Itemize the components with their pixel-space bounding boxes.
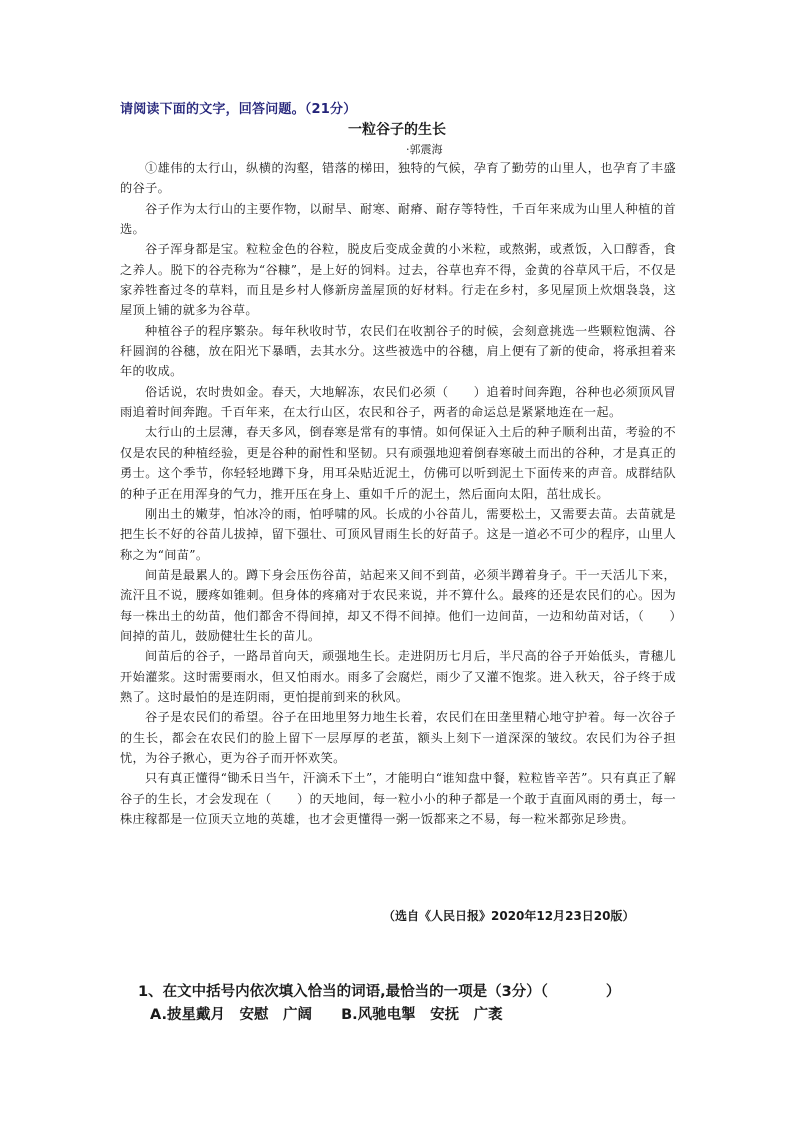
source-citation: （选自《人民日报》2020年12月23日20版）	[383, 909, 635, 923]
paragraph: 谷子是农民们的希望。谷子在田地里努力地生长着，农民们在田垄里精心地守护着。每一次谷子的生长，都会在农民们的脸上留下一层厚厚的老茧，额头上刻下一道深深的皱纹。农民们为谷子担忧，为谷子揪心，更为谷子而开怀欢笑。	[120, 710, 676, 765]
article-author: ·郭震海	[406, 143, 443, 156]
paragraph: 谷子浑身都是宝。粒粒金色的谷粒，脱皮后变成金黄的小米粒，或熬粥，或煮饭，入口醇香，食之养人。脱下的谷壳称为“谷糠”，是上好的饲料。过去，谷草也弃不得，金黄的谷草风干后，不仅是家养牲畜过冬的草料，而且是乡村人修新房盖屋顶的好材料。行走在乡村，多见屋顶上炊烟袅袅，这屋顶上铺的就多为谷草。	[120, 242, 676, 318]
question-1-options	[150, 1003, 525, 1024]
paragraph: 只有真正懂得“锄禾日当午，汗滴禾下土”，才能明白“谁知盘中餐，粒粒皆辛苦”。只有真正了解谷子的生长，才会发现在（ ）的天地间，每一粒小小的种子都是一个敢于直面风雨的勇士，每一株庄稼都是一位顶天立地的英雄，也才会更懂得一粥一饭都来之不易，每一粒米都弥足珍贵。	[120, 771, 676, 826]
paragraph: 太行山的土层薄，春天多风，倒春寒是常有的事情。如何保证入土后的种子顺利出苗，考验的不仅是农民的种植经验，更是谷种的耐性和坚韧。只有顽强地迎着倒春寒破土而出的谷种，才是真正的勇士。这个季节，你轻轻地蹲下身，用耳朵贴近泥土，仿佛可以听到泥土下面传来的声音。成群结队的种子正在用浑身的气力，推开压在身上、重如千斤的泥土，然后面向太阳，茁壮成长。	[120, 425, 676, 501]
article-title: 一粒谷子的生长	[348, 122, 446, 138]
article-body	[120, 158, 676, 829]
paragraph: 间苗是最累人的。蹲下身会压伤谷苗，站起来又间不到苗，必须半蹲着身子。干一天活儿下来，流汗且不说，腰疼如锥刺。但身体的疼痛对于农民来说，并不算什么。最疼的还是农民们的心。因为每一株出土的幼苗，他们都舍不得间掉，却又不得不间掉。他们一边间苗，一边和幼苗对话，（ ）间掉的苗儿，鼓励健壮生长的苗儿。	[120, 567, 676, 643]
paragraph: 间苗后的谷子，一路昂首向天，顽强地生长。走进阴历七月后，半尺高的谷子开始低头，青穗儿开始灌浆。这时需要雨水，但又怕雨水。雨多了会腐烂，雨少了又灌不饱浆。进入秋天，谷子终于成熟了。这时最怕的是连阴雨，更怕提前到来的秋风。	[120, 649, 676, 704]
instruction-text: 请阅读下面的文字，回答问题。（21分）	[120, 102, 357, 117]
paragraph: ①雄伟的太行山，纵横的沟壑，错落的梯田，独特的气候，孕育了勤劳的山里人，也孕育了丰盛的谷子。	[120, 161, 676, 196]
question-1-stem: 1、在文中括号内依次填入恰当的词语,最恰当的一项是（3分）（ ）	[138, 984, 621, 1000]
option-a[interactable]: A.披星戴月 安慰 广阔	[150, 1007, 312, 1023]
paragraph: 俗话说，农时贵如金。春天，大地解冻，农民们必须（ ）追着时间奔跑，谷种也必须顶风冒雨追着时间奔跑。千百年来，在太行山区，农民和谷子，两者的命运总是紧紧地连在一起。	[120, 384, 676, 420]
paragraph: 种植谷子的程序繁杂。每年秋收时节，农民们在收割谷子的时候，会刻意挑选一些颗粒饱满、谷秆圆润的谷穗，放在阳光下暴晒，去其水分。这些被选中的谷穗，肩上便有了新的使命，将承担着来年的收成。	[120, 323, 676, 379]
paragraph: 刚出土的嫩芽，怕冰冷的雨，怕呼啸的风。长成的小谷苗儿，需要松土，又需要去苗。去苗就是把生长不好的谷苗儿拔掉，留下强壮、可顶风冒雨生长的好苗子。这是一道必不可少的程序，山里人称之为“间苗”。	[120, 506, 676, 562]
paragraph: 谷子作为太行山的主要作物，以耐旱、耐寒、耐瘠、耐存等特性，千百年来成为山里人种植的首选。	[120, 201, 676, 237]
option-b[interactable]: B.风驰电掣 安抚 广袤	[341, 1007, 503, 1023]
